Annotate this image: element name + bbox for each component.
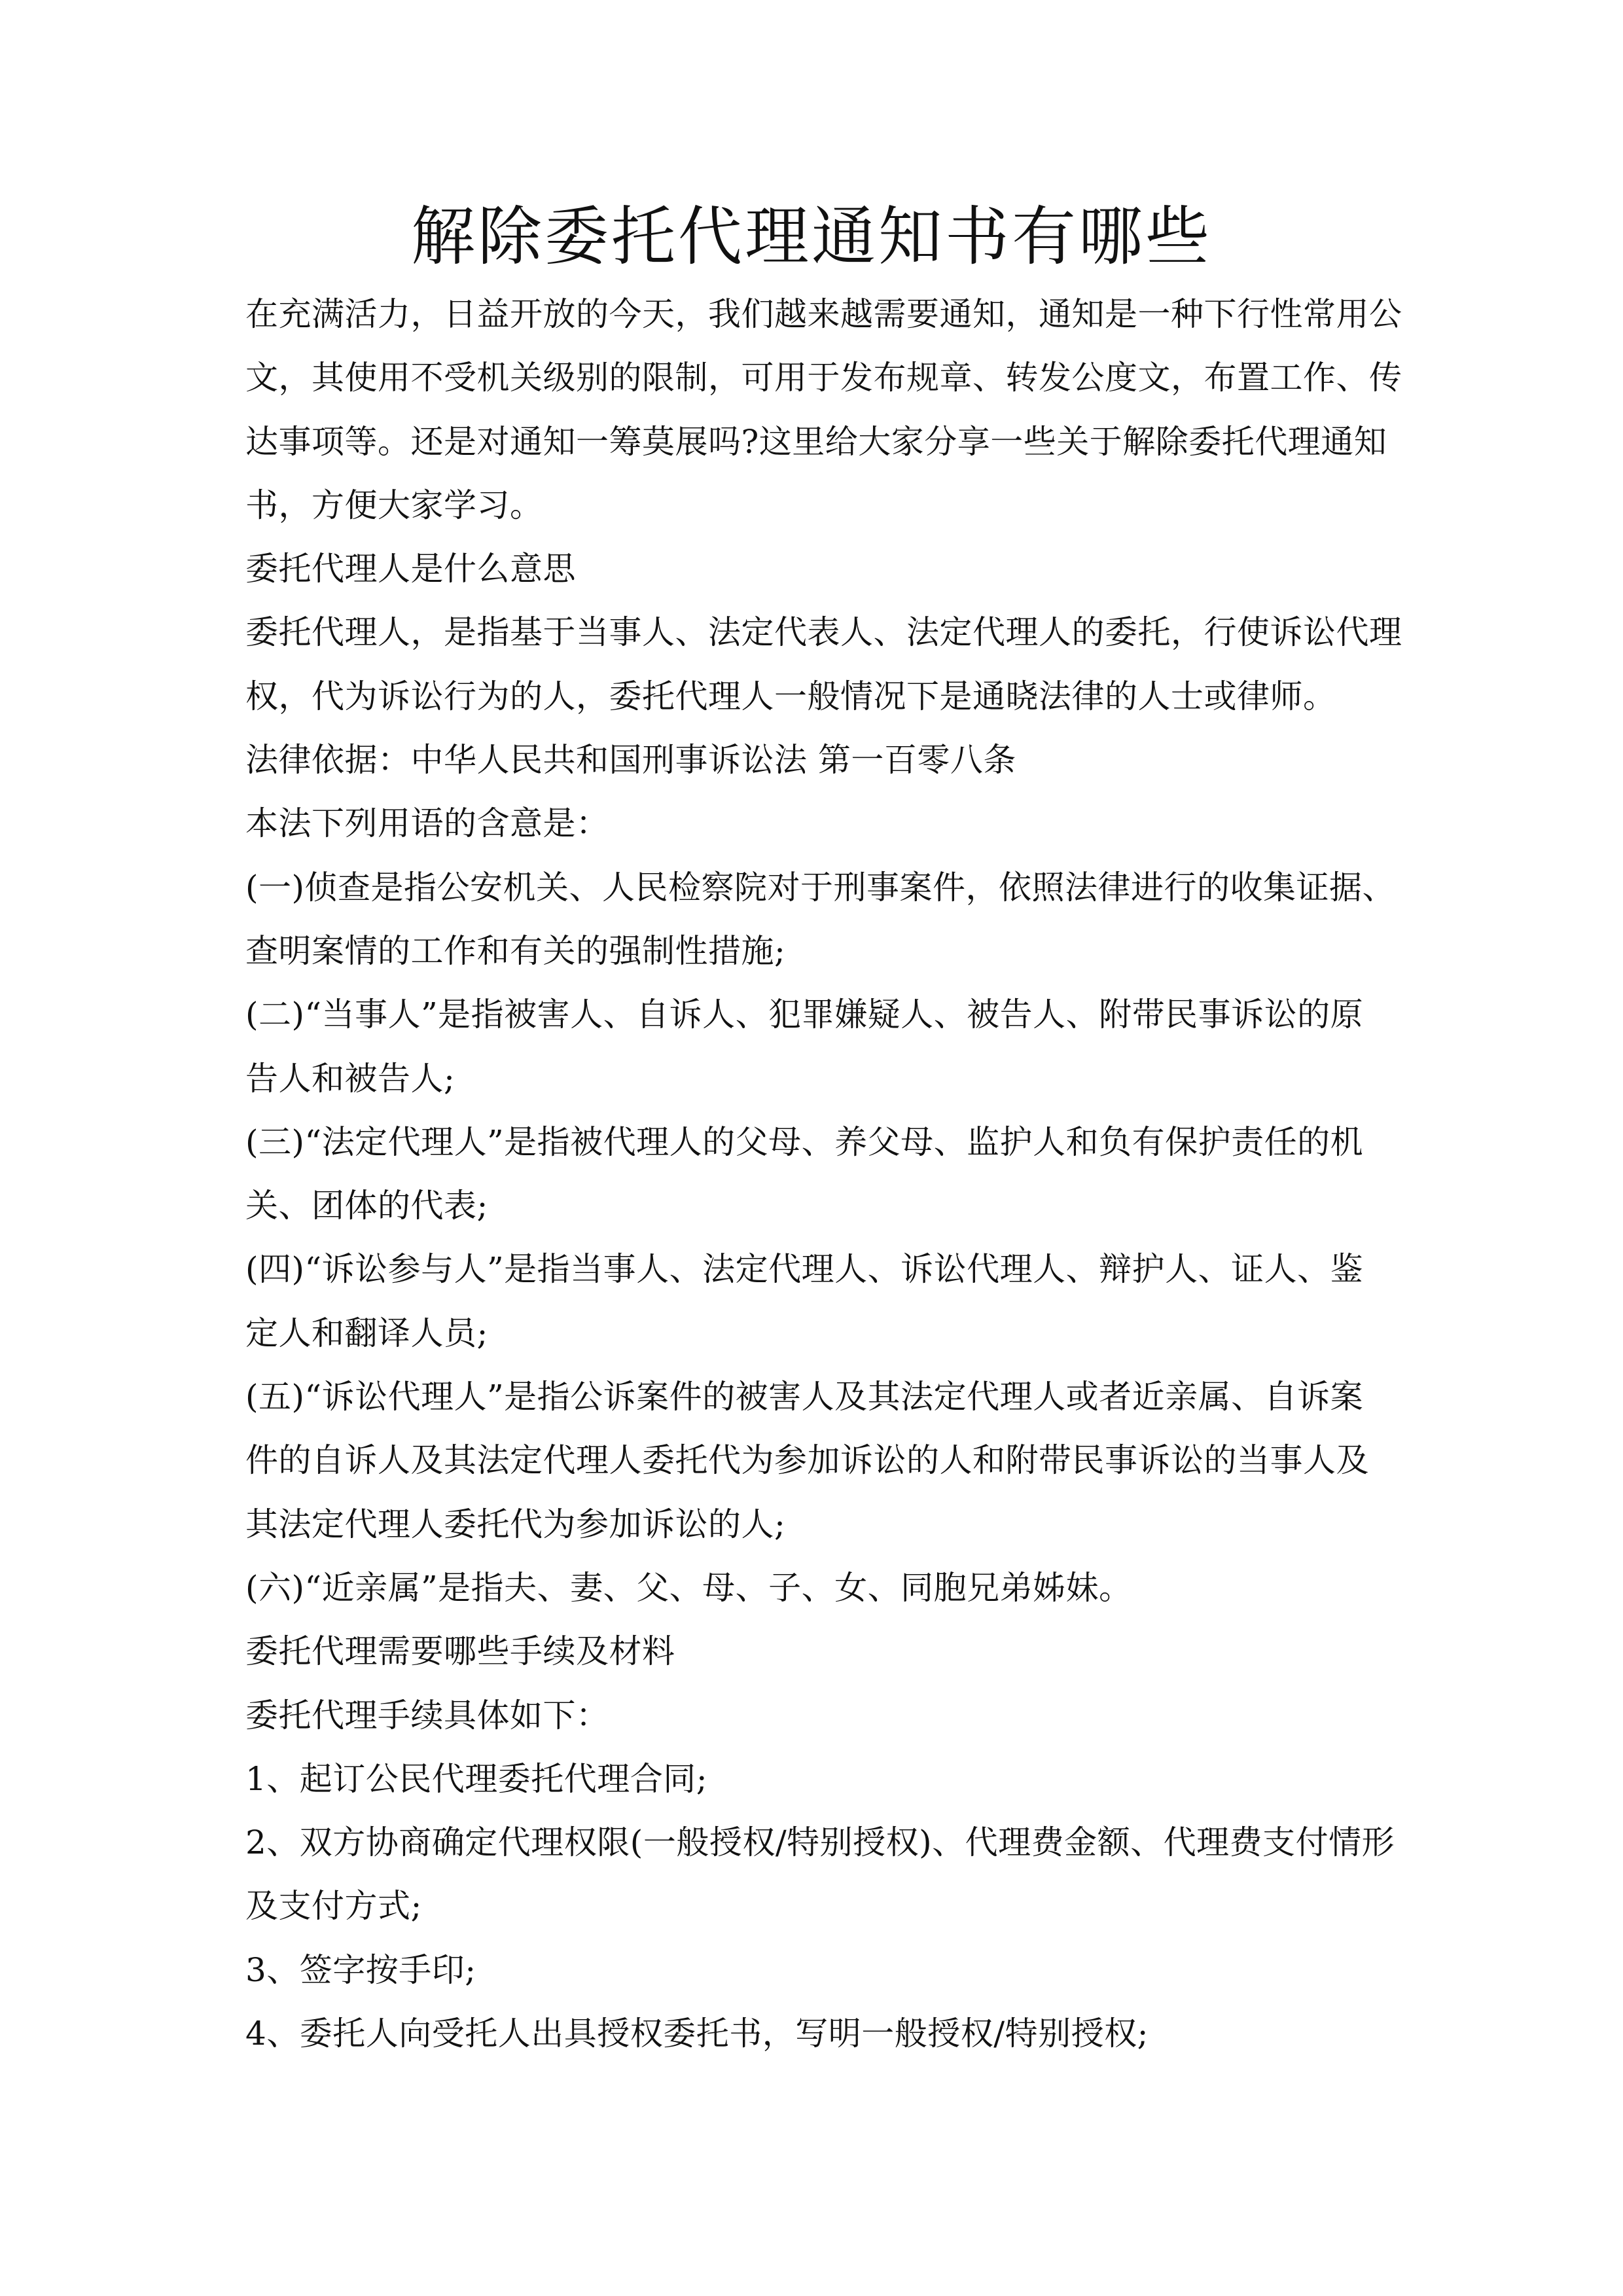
text-line: 4、委托人向受托人出具授权委托书，写明一般授权/特别授权; <box>245 2015 1149 2053</box>
text-line: 法律依据：中华人民共和国刑事诉讼法 第一百零八条 <box>245 741 1016 780</box>
text-line: (一)侦查是指公安机关、人民检察院对于刑事案件，依照法律进行的收集证据、 <box>245 868 1396 906</box>
text-line: 告人和被告人; <box>245 1059 455 1098</box>
text-line: 1、起订公民代理委托代理合同; <box>245 1759 708 1798</box>
text-line: (二)“当事人”是指被害人、自诉人、犯罪嫌疑人、被告人、附带民事诉讼的原 <box>245 996 1364 1034</box>
text-line: 委托代理人，是指基于当事人、法定代表人、法定代理人的委托，行使诉讼代理 <box>245 613 1402 652</box>
text-line: 关、团体的代表; <box>245 1187 488 1225</box>
text-line: (六)“近亲属”是指夫、妻、父、母、子、女、同胞兄弟姊妹。 <box>245 1568 1132 1607</box>
text-line: (三)“法定代理人”是指被代理人的父母、养父母、监护人和负有保护责任的机 <box>245 1122 1364 1161</box>
text-line: 在充满活力，日益开放的今天，我们越来越需要通知，通知是一种下行性常用公 <box>245 295 1402 333</box>
text-line: 达事项等。还是对通知一筹莫展吗?这里给大家分享一些关于解除委托代理通知 <box>245 422 1387 461</box>
text-line: 委托代理人是什么意思 <box>245 550 576 588</box>
text-line: (五)“诉讼代理人”是指公诉案件的被害人及其法定代理人或者近亲属、自诉案 <box>245 1378 1364 1416</box>
document-body <box>245 283 1402 2066</box>
text-line: 其法定代理人委托代为参加诉讼的人; <box>245 1505 786 1543</box>
text-line: 委托代理需要哪些手续及材料 <box>245 1632 675 1671</box>
text-line: 3、签字按手印; <box>245 1950 476 1989</box>
text-line: 文，其使用不受机关级别的限制，可用于发布规章、转发公度文，布置工作、传 <box>245 359 1402 397</box>
text-line: 及支付方式; <box>245 1887 422 1926</box>
text-line: 定人和翻译人员; <box>245 1314 488 1352</box>
text-line: (四)“诉讼参与人”是指当事人、法定代理人、诉讼代理人、辩护人、证人、鉴 <box>245 1250 1364 1289</box>
text-line: 权，代为诉讼行为的人，委托代理人一般情况下是通晓法律的人士或律师。 <box>245 677 1336 715</box>
text-line: 书，方便大家学习。 <box>245 486 543 524</box>
text-line: 本法下列用语的含意是： <box>245 804 609 843</box>
text-line: 委托代理手续具体如下： <box>245 1696 609 1734</box>
text-line: 件的自诉人及其法定代理人委托代为参加诉讼的人和附带民事诉讼的当事人及 <box>245 1441 1369 1480</box>
text-line: 查明案情的工作和有关的强制性措施; <box>245 931 786 970</box>
text-line: 2、双方协商确定代理权限(一般授权/特别授权)、代理费金额、代理费支付情形 <box>245 1823 1395 1862</box>
document-title: 解除委托代理通知书有哪些 <box>410 200 1212 274</box>
